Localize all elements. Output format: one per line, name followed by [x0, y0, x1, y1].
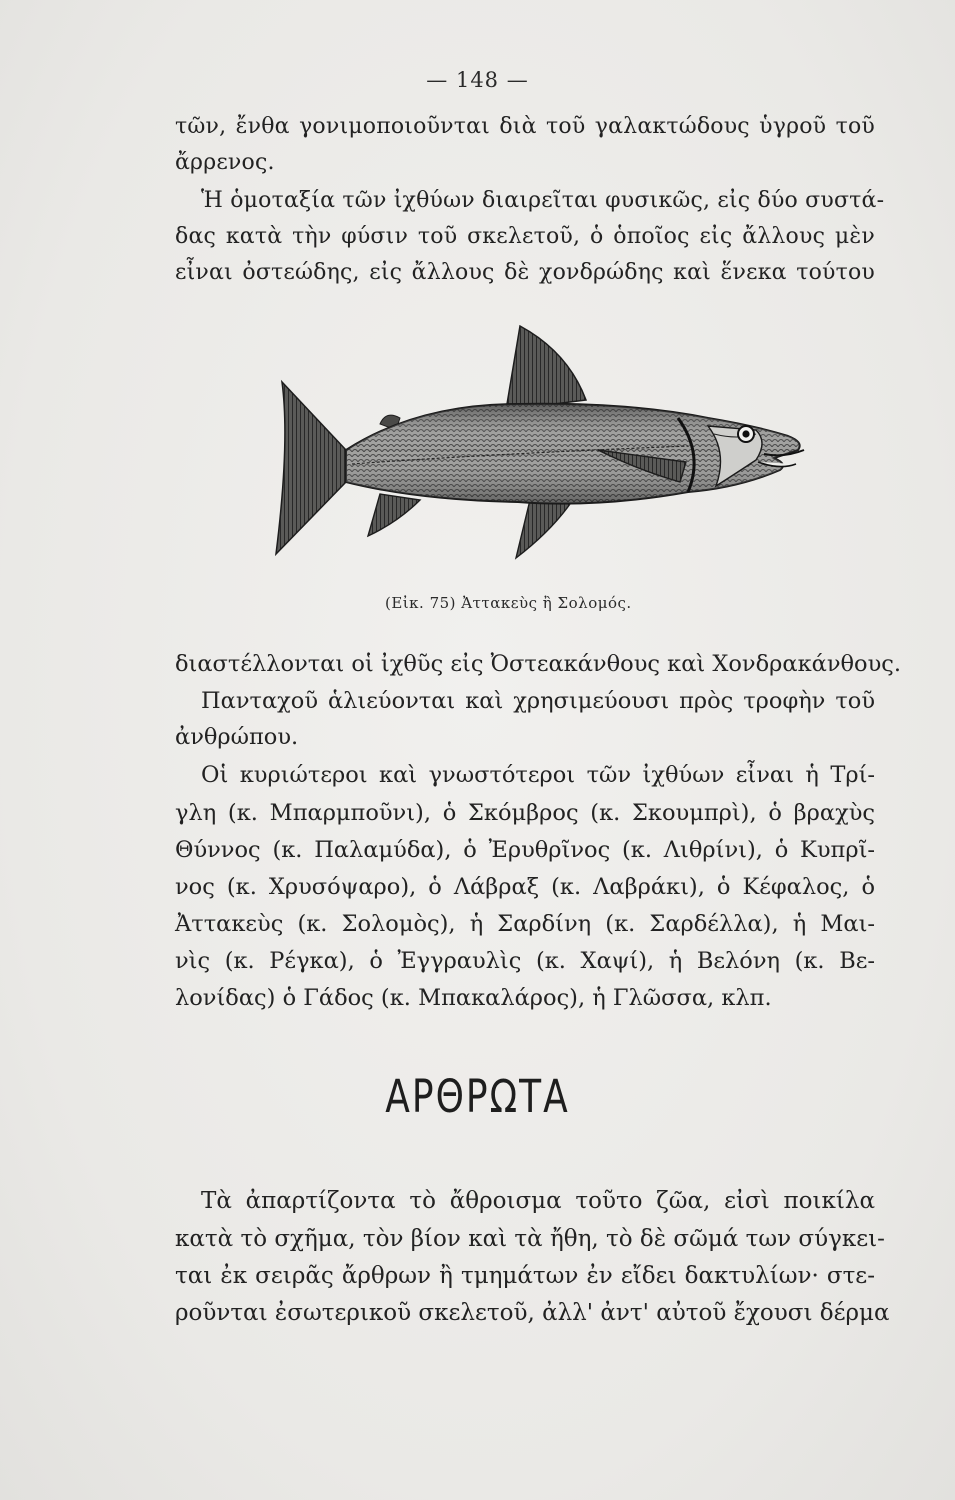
text-line: Θύννος (κ. Παλαμύδα), ὁ Ἐρυθρῖνος (κ. Λιθρίνι), ὁ Κυπρῖ- [175, 837, 875, 863]
text-line: διαστέλλονται οἱ ἰχθῦς εἰς Ὀστεακάνθους καὶ Χονδρακάνθους. [175, 651, 902, 677]
text-line: δας κατὰ τὴν φύσιν τοῦ σκελετοῦ, ὁ ὁποῖος εἰς ἄλλους μὲν [175, 224, 875, 249]
text-line: τῶν, ἔνθα γονιμοποιοῦνται διὰ τοῦ γαλακτώδους ὑγροῦ τοῦ [175, 114, 875, 139]
text-line: λονίδας) ὁ Γάδος (κ. Μπακαλάρος), ἡ Γλῶσσα, κλπ. [175, 985, 772, 1011]
anal-fin [368, 494, 420, 536]
text-line: εἶναι ὀστεώδης, εἰς ἄλλους δὲ χονδρώδης καὶ ἕνεκα τούτου [175, 260, 875, 285]
page-number: — 148 — [426, 68, 529, 92]
tail-fin [276, 382, 346, 554]
text-line: ροῦνται ἐσωτερικοῦ σκελετοῦ, ἀλλ' ἀντ' αὐτοῦ ἔχουσι δέρμα [175, 1300, 890, 1326]
salmon-illustration [268, 322, 813, 584]
pelvic-fin [516, 500, 570, 558]
text-line: ἀνθρώπου. [175, 724, 299, 750]
section-heading: ΑΡΘΡΩΤΑ [385, 1071, 570, 1124]
text-line: Ἡ ὁμοταξία τῶν ἰχθύων διαιρεῖται φυσικῶς, εἰς δύο συστά- [201, 188, 885, 213]
text-line: νὶς (κ. Ρέγκα), ὁ Ἐγγραυλὶς (κ. Χαψί), ἡ Βελόνη (κ. Βε- [175, 948, 875, 974]
text-line: Πανταχοῦ ἁλιεύονται καὶ χρησιμεύουσι πρὸς τροφὴν τοῦ [201, 688, 875, 714]
figure-caption: (Εἰκ. 75) Ἀττακεὺς ἢ Σολομός. [385, 594, 632, 612]
text-line: Ἀττακεὺς (κ. Σολομὸς), ἡ Σαρδίνη (κ. Σαρδέλλα), ἡ Μαι- [175, 911, 875, 937]
dorsal-fin [506, 326, 586, 410]
text-line: Τὰ ἀπαρτίζοντα τὸ ἄθροισμα τοῦτο ζῶα, εἰσὶ ποικίλα [201, 1188, 875, 1214]
text-line: νος (κ. Χρυσόψαρο), ὁ Λάβραξ (κ. Λαβράκι), ὁ Κέφαλος, ὁ [175, 874, 875, 900]
text-line: ἄρρενος. [175, 150, 275, 175]
text-line: ται ἐκ σειρᾶς ἄρθρων ἢ τμημάτων ἐν εἴδει δακτυλίων· στε- [175, 1263, 875, 1289]
text-line: Οἱ κυριώτεροι καὶ γνωστότεροι τῶν ἰχθύων εἶναι ἡ Τρί- [201, 762, 875, 788]
text-line: κατὰ τὸ σχῆμα, τὸν βίον καὶ τὰ ἤθη, τὸ δὲ σῶμά των σύγκει- [175, 1226, 885, 1252]
text-line: γλη (κ. Μπαρμποῦνι), ὁ Σκόμβρος (κ. Σκουμπρὶ), ὁ βραχὺς [175, 800, 875, 826]
